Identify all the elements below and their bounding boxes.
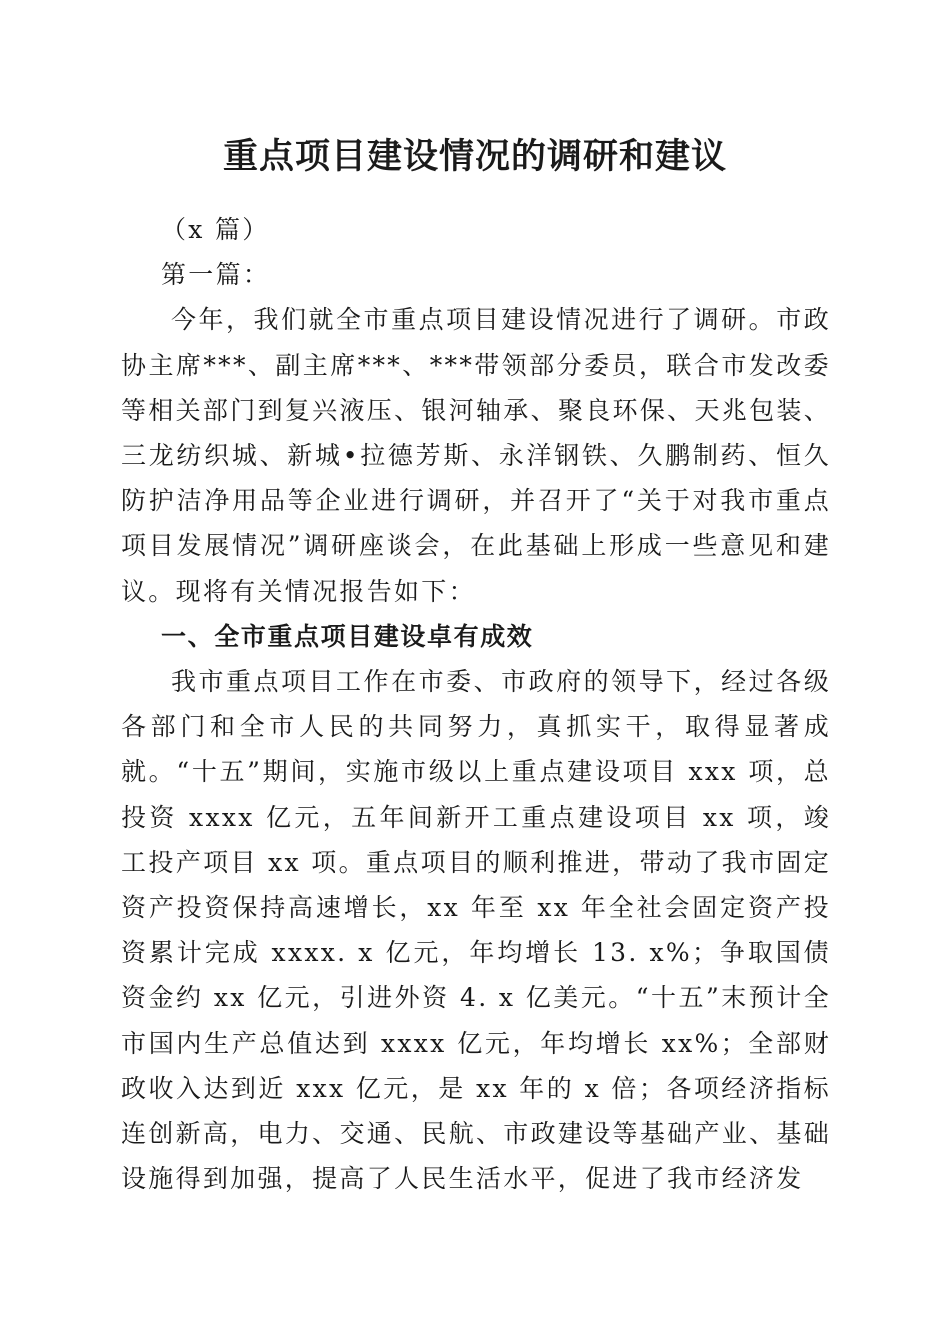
document-subtitle: （x 篇） [161,215,270,244]
section-paragraph: 我市重点项目工作在市委、市政府的领导下，经过各级各部门和全市人民的共同努力，真抓实干，取得显著成就。“十五”期间，实施市级以上重点建设项目 xxx 项，总投资 xxxx 亿元，五年间新开工重点建设项目 xx 项，竣工投产项目 xx 项。重点项目的顺利推进，带动了我市固定资产投资保持高速增长，xx 年至 xx 年全社会固定资产投资累计完成 xxxx. x 亿元，年均增长 13. x%；争取国债资金约 xx 亿元，引进外资 4. x 亿美元。“十五”末预计全市国内生产总值达到 xxxx 亿元，年均增长 xx%；全部财政收入达到近 xxx 亿元，是 xx 年的 x 倍；各项经济指标连创新高，电力、交通、民航、市政建设等基础产业、基础设施得到加强，提高了人民生活水平，促进了我市经济发 [121,667,831,1194]
part-label: 第一篇： [161,260,271,290]
document-body [121,207,831,1201]
section-heading: 一、全市重点项目建设卓有成效 [161,621,534,651]
document-title: 重点项目建设情况的调研和建议 [222,136,727,177]
intro-paragraph: 今年，我们就全市重点项目建设情况进行了调研。市政协主席***、副主席***、***带领部分委员，联合市发改委等相关部门到复兴液压、银河轴承、聚良环保、天兆包装、三龙纺织城、新城•拉德芳斯、永洋钢铁、久鹏制药、恒久防护洁净用品等企业进行调研，并召开了“关于对我市重点项目发展情况”调研座谈会，在此基础上形成一些意见和建议。现将有关情况报告如下： [121,305,831,606]
